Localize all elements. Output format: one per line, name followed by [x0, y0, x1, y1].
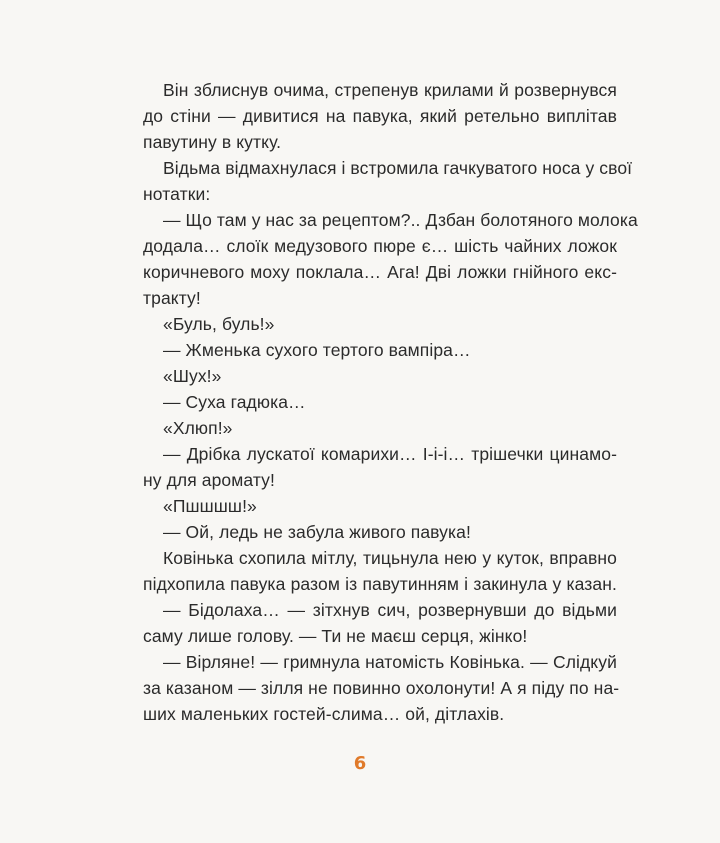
text-line: підхопила павука разом із павутинням і закинула у казан.: [143, 574, 617, 594]
text-line: Він зблиснув очима, стрепенув крилами й розвернувся: [163, 80, 617, 100]
text-line: ших маленьких гостей-слима… ой, дітлахів.: [143, 704, 505, 724]
text-line: — Суха гадюка…: [163, 392, 306, 412]
text-line: павутину в кутку.: [143, 132, 282, 152]
text-line: нотатки:: [143, 184, 211, 204]
text-line: — Ой, ледь не забула живого павука!: [163, 522, 471, 542]
text-line: «Хлюп!»: [163, 418, 233, 438]
text-line: «Пшшшш!»: [163, 496, 257, 516]
text-line: «Шух!»: [163, 366, 222, 386]
text-line: саму лише голову. — Ти не маєш серця, жінко!: [143, 626, 528, 646]
text-line: — Вірляне! — гримнула натомість Ковінька. — Слідкуй: [163, 652, 617, 672]
text-line: Ковінька схопила мітлу, тицьнула нею у куток, вправно: [163, 548, 617, 568]
text-line: «Буль, буль!»: [163, 314, 275, 334]
text-line: коричневого моху поклала… Ага! Дві ложки гнійного екс-: [143, 262, 617, 282]
page-number: 6: [353, 753, 367, 774]
text-line: тракту!: [143, 288, 201, 308]
text-line: — Дрібка лускатої комарихи… І-і-і… трішечки цинамо-: [163, 444, 617, 464]
body-text: [143, 77, 638, 727]
text-line: — Бідолаха… — зітхнув сич, розвернувши до відьми: [163, 600, 617, 620]
text-line: додала… слоїк медузового пюре є… шість чайних ложок: [143, 236, 617, 256]
text-line: — Що там у нас за рецептом?.. Дзбан болотяного молока: [163, 210, 638, 230]
text-line: Відьма відмахнулася і встромила гачкуватого носа у свої: [163, 158, 633, 178]
text-line: до стіни — дивитися на павука, який ретельно виплітав: [143, 106, 617, 126]
text-line: ну для аромату!: [143, 470, 275, 490]
text-line: — Жменька сухого тертого вампіра…: [163, 340, 471, 360]
text-line: за казаном — зілля не повинно охолонути! А я піду по на-: [143, 678, 620, 698]
